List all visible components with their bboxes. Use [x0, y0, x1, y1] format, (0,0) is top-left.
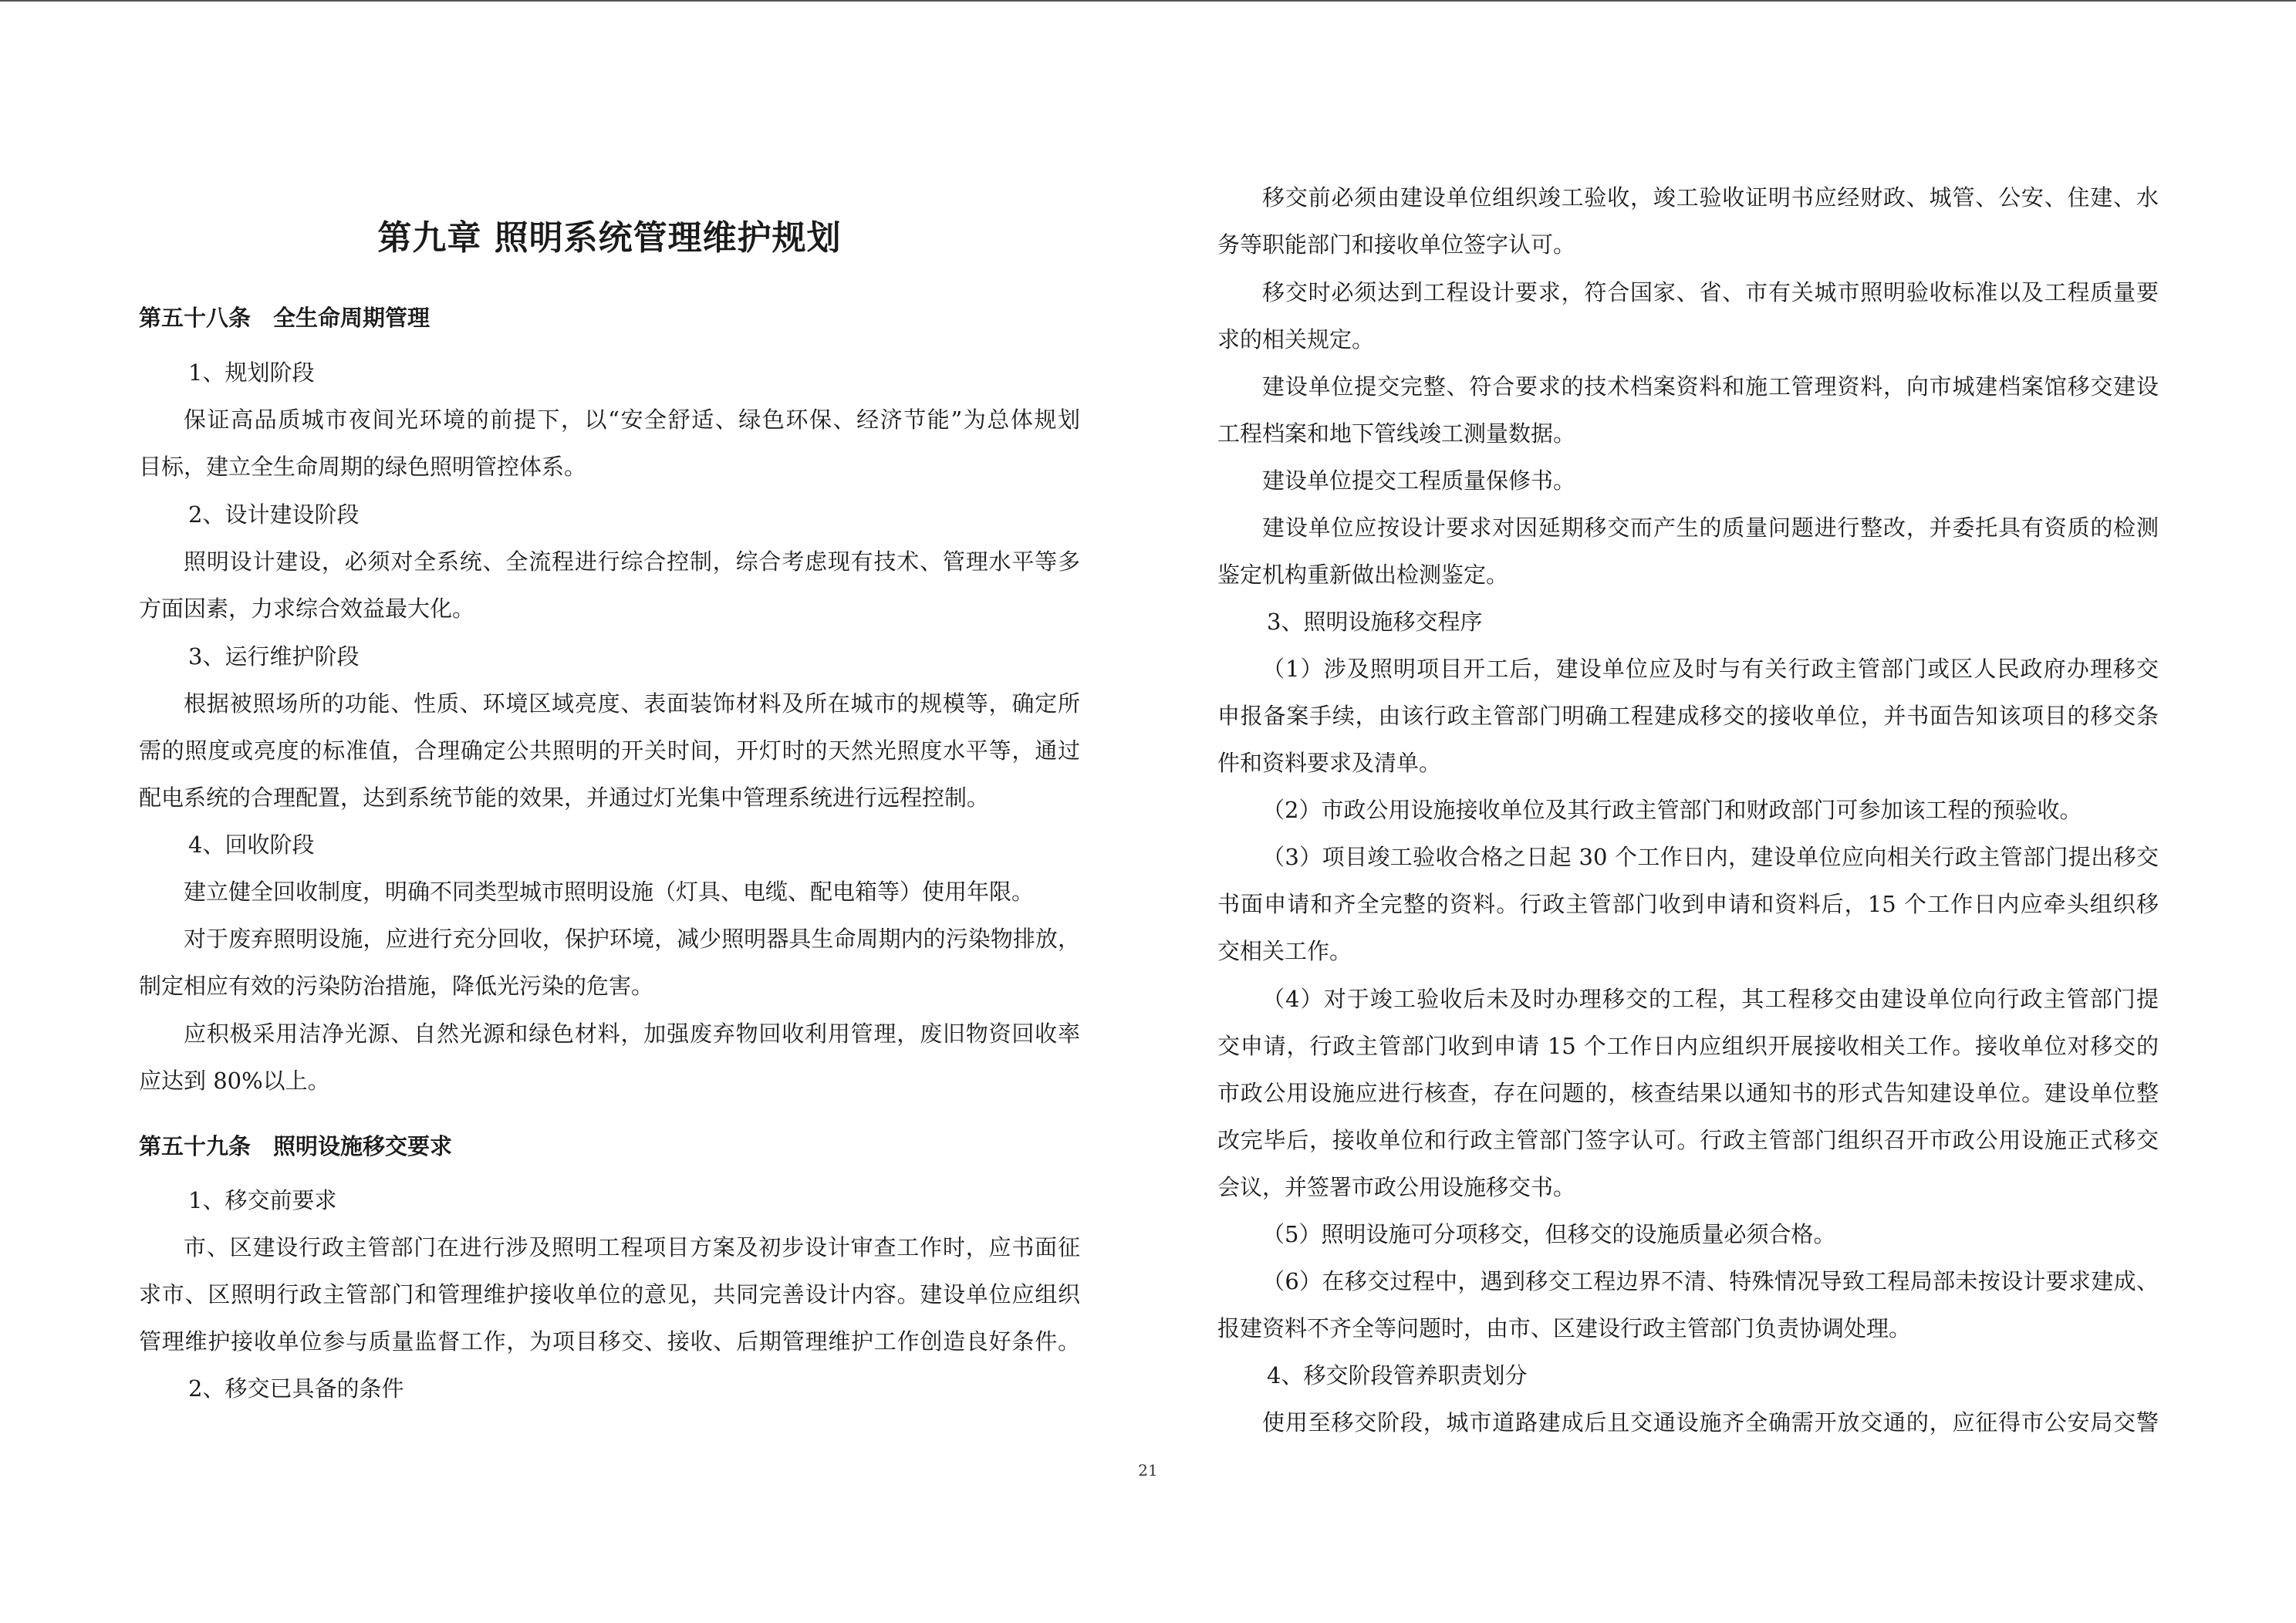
subsection-title: 3、照明设施移交程序: [1267, 609, 1483, 635]
paragraph-line: 建设单位提交完整、符合要求的技术档案资料和施工管理资料，向市城建档案馆移交建设: [1262, 373, 2159, 400]
paragraph-line: 务等职能部门和接收单位签字认可。: [1217, 231, 1576, 258]
paragraph-line: 改完毕后，接收单位和行政主管部门签字认可。行政主管部门组织召开市政公用设施正式移交: [1217, 1127, 2159, 1153]
subsection-title: 4、移交阶段管养职责划分: [1267, 1362, 1528, 1388]
paragraph-line: （6）在移交过程中，遇到移交工程边界不清、特殊情况导致工程局部未按设计要求建成、: [1262, 1268, 2159, 1294]
paragraph-line: 管理维护接收单位参与质量监督工作，为项目移交、接收、后期管理维护工作创造良好条件。: [139, 1328, 1080, 1355]
paragraph-line: 工程档案和地下管线竣工测量数据。: [1217, 420, 1576, 447]
paragraph-line: 应达到 80%以上。: [139, 1068, 330, 1094]
paragraph-line: 对于废弃照明设施，应进行充分回收，保护环境，减少照明器具生命周期内的污染物排放，: [184, 926, 1080, 952]
subsection-title: 4、回收阶段: [188, 832, 315, 858]
paragraph-line: （1）涉及照明项目开工后，建设单位应及时与有关行政主管部门或区人民政府办理移交: [1262, 656, 2159, 682]
paragraph-line: 移交时必须达到工程设计要求，符合国家、省、市有关城市照明验收标准以及工程质量要: [1262, 279, 2159, 305]
paragraph-line: 会议，并签署市政公用设施移交书。: [1217, 1174, 1576, 1200]
paragraph-line: 照明设计建设，必须对全系统、全流程进行综合控制，综合考虑现有技术、管理水平等多: [184, 548, 1080, 575]
paragraph-line: （4）对于竣工验收后未及时办理移交的工程，其工程移交由建设单位向行政主管部门提: [1262, 986, 2159, 1012]
paragraph-line: 求的相关规定。: [1217, 326, 1375, 353]
paragraph-line: 求市、区照明行政主管部门和管理维护接收单位的意见，共同完善设计内容。建设单位应组织: [139, 1281, 1080, 1308]
paragraph-line: 鉴定机构重新做出检测鉴定。: [1217, 562, 1509, 588]
paragraph-line: （3）项目竣工验收合格之日起 30 个工作日内，建设单位应向相关行政主管部门提出移交: [1262, 844, 2159, 870]
subsection-title: 2、设计建设阶段: [188, 501, 360, 528]
paragraph-line: 件和资料要求及清单。: [1217, 750, 1442, 776]
chapter-title: 第九章 照明系统管理维护规划: [377, 218, 842, 258]
paragraph-line: 建设单位应按设计要求对因延期移交而产生的质量问题进行整改，并委托具有资质的检测: [1262, 515, 2159, 541]
paragraph-line: 书面申请和齐全完整的资料。行政主管部门收到申请和资料后，15 个工作日内应牵头组织移: [1217, 891, 2159, 917]
top-border-rule: [0, 0, 2296, 2]
paragraph-line: （5）照明设施可分项移交，但移交的设施质量必须合格。: [1262, 1221, 1836, 1247]
paragraph-line: 报建资料不齐全等问题时，由市、区建设行政主管部门负责协调处理。: [1217, 1315, 1912, 1341]
paragraph-line: （2）市政公用设施接收单位及其行政主管部门和财政部门可参加该工程的预验收。: [1262, 797, 2082, 823]
paragraph-line: 建设单位提交工程质量保修书。: [1262, 467, 1576, 494]
subsection-title: 3、运行维护阶段: [188, 643, 360, 670]
paragraph-line: 应积极采用洁净光源、自然光源和绿色材料，加强废弃物回收利用管理，废旧物资回收率: [184, 1021, 1080, 1047]
article-59-heading: 第五十九条 照明设施移交要求: [139, 1133, 453, 1159]
paragraph-line: 交相关工作。: [1217, 938, 1352, 964]
paragraph-line: 方面因素，力求综合效益最大化。: [139, 596, 475, 622]
paragraph-line: 目标，建立全生命周期的绿色照明管控体系。: [139, 454, 587, 480]
subsection-title: 2、移交已具备的条件: [188, 1375, 404, 1402]
paragraph-line: 移交前必须由建设单位组织竣工验收，竣工验收证明书应经财政、城管、公安、住建、水: [1262, 184, 2159, 211]
subsection-title: 1、移交前要求: [188, 1187, 337, 1213]
paragraph-line: 制定相应有效的污染防治措施，降低光污染的危害。: [139, 973, 654, 999]
paragraph-line: 申报备案手续，由该行政主管部门明确工程建成移交的接收单位，并书面告知该项目的移交条: [1217, 703, 2159, 729]
paragraph-line: 建立健全回收制度，明确不同类型城市照明设施（灯具、电缆、配电箱等）使用年限。: [184, 879, 1035, 905]
paragraph-line: 市政公用设施应进行核查，存在问题的，核查结果以通知书的形式告知建设单位。建设单位整: [1217, 1080, 2159, 1106]
paragraph-line: 保证高品质城市夜间光环境的前提下，以“安全舒适、绿色环保、经济节能”为总体规划: [184, 407, 1080, 433]
article-58-heading: 第五十八条 全生命周期管理: [139, 305, 430, 331]
paragraph-line: 需的照度或亮度的标准值，合理确定公共照明的开关时间，开灯时的天然光照度水平等，通过: [139, 737, 1080, 764]
paragraph-line: 根据被照场所的功能、性质、环境区域亮度、表面装饰材料及所在城市的规模等，确定所: [184, 690, 1080, 717]
paragraph-line: 交申请，行政主管部门收到申请 15 个工作日内应组织开展接收相关工作。接收单位对移交的: [1217, 1033, 2159, 1059]
page-number: 21: [1138, 1461, 1158, 1480]
paragraph-line: 市、区建设行政主管部门在进行涉及照明工程项目方案及初步设计审查工作时，应书面征: [184, 1234, 1080, 1260]
paragraph-line: 使用至移交阶段，城市道路建成后且交通设施齐全确需开放交通的，应征得市公安局交警: [1262, 1409, 2159, 1436]
paragraph-line: 配电系统的合理配置，达到系统节能的效果，并通过灯光集中管理系统进行远程控制。: [139, 785, 990, 811]
subsection-title: 1、规划阶段: [188, 359, 315, 386]
